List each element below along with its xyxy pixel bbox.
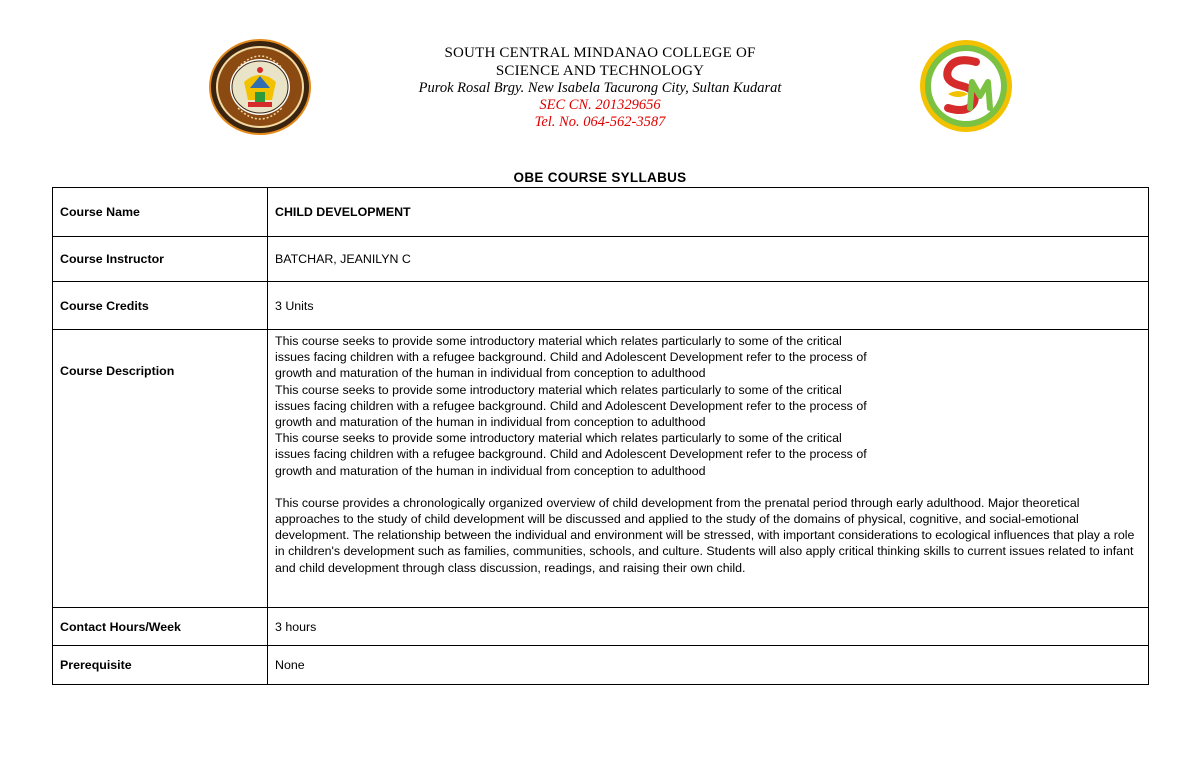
document-header: [0, 0, 1200, 150]
school-address: Purok Rosal Brgy. New Isabela Tacurong City, Sultan Kudarat: [418, 80, 782, 96]
contact-hours-label: Contact Hours/Week: [53, 608, 268, 646]
course-description-paragraph-2: This course provides a chronologically organized overview of child development from the prenatal period through early adulthood. Major theoretical approaches to the study of child development will be discussed and applied to the study of the domains of physical, cognitive, and social-emotional development. The relationship between the individual and environment will be stressed, with important considerations to ecological influences that play a role in children's development such as families, communities, schools, and culture. Students will also apply critical thinking skills to current issues related to infant and child development through class discussion, readings, and raising their own child.: [275, 495, 1135, 575]
document-title: OBE COURSE SYLLABUS: [513, 170, 687, 185]
telephone-number: Tel. No. 064-562-3587: [534, 114, 666, 130]
table-row-course-description: [53, 330, 1149, 608]
table-row-contact-hours: [53, 608, 1149, 646]
course-description-label: Course Description: [53, 330, 268, 608]
school-name-line1: SOUTH CENTRAL MINDANAO COLLEGE OF: [444, 45, 756, 61]
course-name-label: Course Name: [53, 188, 268, 237]
course-credits-value: 3 Units: [268, 282, 1149, 330]
school-info: [350, 44, 850, 131]
sec-number: SEC CN. 201329656: [539, 97, 661, 113]
course-name-value: CHILD DEVELOPMENT: [268, 188, 1149, 237]
contact-hours-value: 3 hours: [268, 608, 1149, 646]
table-row-prerequisite: [53, 646, 1149, 685]
syllabus-table: [52, 187, 1149, 685]
table-row-course-credits: [53, 282, 1149, 330]
school-name-line2: SCIENCE AND TECHNOLOGY: [495, 63, 705, 79]
sm-monogram-logo-icon: [918, 38, 1014, 134]
course-description-value: [268, 330, 1149, 608]
table-row-course-name: [53, 188, 1149, 237]
course-credits-label: Course Credits: [53, 282, 268, 330]
prerequisite-label: Prerequisite: [53, 646, 268, 685]
course-description-paragraph-1: This course seeks to provide some introductory material which relates particularly to some of the critical issues facing children with a refugee background. Child and Adolescent Development refer to the process of growth and maturation of the human in individual from conception to adulthood This course seeks to provide some introductory material which relates particularly to some of the critical issues facing children with a refugee background. Child and Adolescent Development refer to the process of growth and maturation of the human in individual from conception to adulthood This course seeks to provide some introductory material which relates particularly to some of the critical issues facing children with a refugee background. Child and Adolescent Development refer to the process of growth and maturation of the human in individual from conception to adulthood: [275, 334, 867, 478]
course-instructor-label: Course Instructor: [53, 237, 268, 282]
course-instructor-value: BATCHAR, JEANILYN C: [268, 237, 1149, 282]
school-seal-icon: [208, 38, 312, 136]
table-row-course-instructor: [53, 237, 1149, 282]
prerequisite-value: None: [268, 646, 1149, 685]
